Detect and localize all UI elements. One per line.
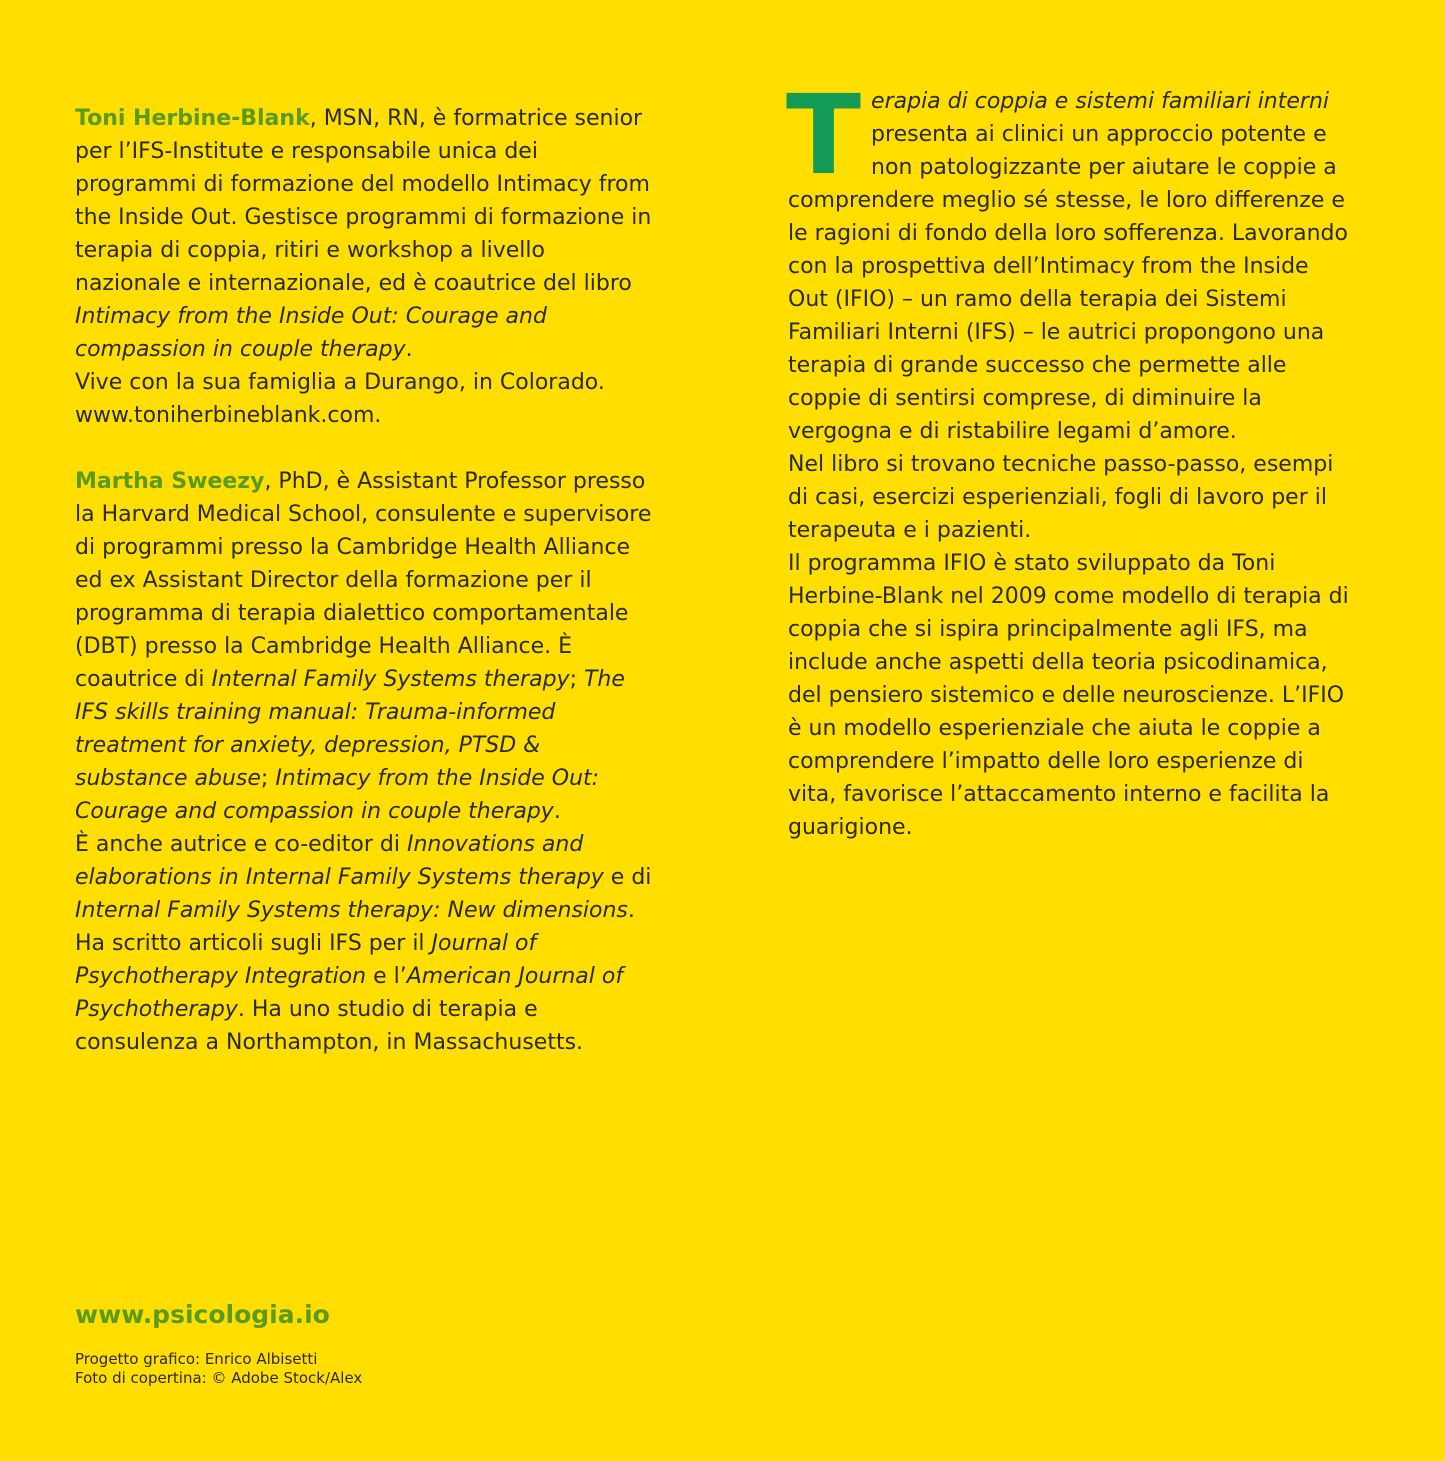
credits (75, 1350, 362, 1388)
journal-title: American Journal of Psychotherapy (75, 964, 624, 1022)
journal-title: Journal of Psychotherapy Integration (75, 931, 537, 989)
author-name: Toni Herbine-Blank (75, 106, 310, 131)
book-title: Intimacy from the Inside Out: Courage and compassion in couple therapy (75, 766, 600, 824)
book-title: Internal Family Systems therapy (211, 667, 570, 692)
book-title: The IFS skills training manual: Trauma-informed treatment for anxiety, depression, PTSD & substance abuse (75, 667, 625, 791)
bio-herbine: Toni Herbine-Blank, MSN, RN, è formatrice senior per l’IFS-Institute e responsabile unica dei programmi di formazione del modello Intimacy from the Inside Out. Gestisce programmi di formazione in terapia di coppia, ritiri e workshop a livello nazionale e internazionale, ed è coautrice del libro Intimacy from the Inside Out: Courage and compassion in couple therapy. Vive con la sua famiglia a Durango, in Colorado. www.toniherbineblank.com. (75, 106, 652, 428)
photo-credit: Foto di copertina: © Adobe Stock/Alex (75, 1369, 363, 1387)
book-blurb (786, 71, 1353, 844)
publisher-website: www.psicologia.io (75, 1300, 330, 1329)
drop-cap: T (786, 71, 862, 199)
book-title: Internal Family Systems therapy: New dimensions (75, 898, 628, 923)
author-bios (75, 102, 655, 1059)
bio-sweezy: Martha Sweezy, PhD, è Assistant Professor presso la Harvard Medical School, consulente e supervisore di programmi presso la Cambridge Health Alliance ed ex Assistant Director della formazione per il programma di terapia dialettico comportamentale (DBT) presso la Cambridge Health Alliance. È coautrice di Internal Family Systems therapy; The IFS skills training manual: Trauma-informed treatment for anxiety, depression, PTSD & substance abuse; Intimacy from the Inside Out: Courage and compassion in couple therapy. È anche autrice e co-editor di Innovations and elaborations in Internal Family Systems therapy e di Internal Family Systems therapy: New dimensions. Ha scritto articoli sugli IFS per il Journal of Psychotherapy Integration e l’American Journal of Psychotherapy. Ha uno studio di terapia e consulenza a Northampton, in Massachusetts. (75, 469, 652, 1055)
book-title: Intimacy from the Inside Out: Courage and compassion in couple therapy (75, 304, 547, 362)
author-website: www.toniherbineblank.com. (75, 403, 382, 428)
book-title: Innovations and elaborations in Internal Family Systems therapy (75, 832, 604, 890)
design-credit: Progetto grafico: Enrico Albisetti (75, 1350, 318, 1368)
book-title: erapia di coppia e sistemi familiari interni (871, 89, 1330, 114)
blurb-paragraph: Terapia di coppia e sistemi familiari interni presenta ai clinici un approccio potente e non patologizzante per aiutare le coppie a comprendere meglio sé stesse, le loro differenze e le ragioni di fondo della loro sofferenza. Lavorando con la prospettiva dell’Intimacy from the Inside Out (IFIO) – un ramo della terapia dei Sistemi Familiari Interni (IFS) – le autrici propongono una terapia di grande successo che permette alle coppie di sentirsi comprese, di diminuire la vergogna e di ristabilire legami d’amore. Nel libro si trovano tecniche passo-passo, esempi di casi, esercizi esperienziali, fogli di lavoro per il terapeuta e i pazienti. Il programma IFIO è stato sviluppato da Toni Herbine-Blank nel 2009 come modello di terapia di coppia che si ispira principalmente agli IFS, ma include anche aspetti della teoria psicodinamica, del pensiero sistemico e delle neuroscienze. L’IFIO è un modello esperienziale che aiuta le coppie a comprendere l’impatto delle loro esperienze di vita, favorisce l’attaccamento interno e facilita la guarigione. (786, 71, 1349, 840)
author-name: Martha Sweezy (75, 469, 265, 494)
